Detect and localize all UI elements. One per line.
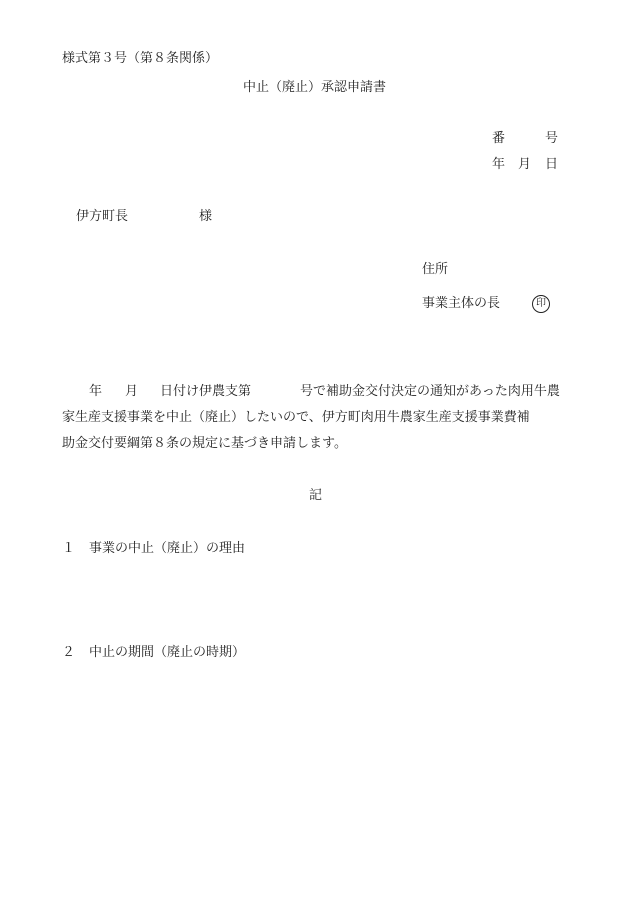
body-month: 月 bbox=[125, 384, 139, 399]
item2-number: ２ bbox=[62, 645, 76, 660]
item1-label: 事業の中止（廃止）の理由 bbox=[89, 541, 246, 556]
item1-number: １ bbox=[62, 541, 76, 556]
ki-heading: 記 bbox=[309, 488, 323, 503]
date-day-label: 日 bbox=[545, 157, 559, 172]
seal-mark: 印 bbox=[532, 295, 550, 313]
date-month-label: 月 bbox=[518, 157, 532, 172]
item2-label: 中止の期間（廃止の時期） bbox=[89, 645, 246, 660]
addressee: 伊方町長 bbox=[76, 209, 129, 224]
applicant-address-label: 住所 bbox=[422, 262, 449, 277]
body-year: 年 bbox=[89, 384, 103, 399]
body-date-reference: 日付け伊農支第 bbox=[160, 384, 252, 399]
document-number-label: 番 bbox=[492, 131, 506, 146]
representative-label: 事業主体の長 bbox=[422, 296, 501, 311]
body-line1-rest: 号で補助金交付決定の通知があった肉用牛農 bbox=[300, 384, 560, 399]
document-title: 中止（廃止）承認申請書 bbox=[243, 80, 387, 95]
form-number-label: 様式第３号（第８条関係） bbox=[62, 51, 219, 66]
date-year-label: 年 bbox=[492, 157, 506, 172]
document-number-suffix: 号 bbox=[545, 131, 559, 146]
body-line2: 家生産支援事業を中止（廃止）したいので、伊方町肉用牛農家生産支援事業費補 bbox=[62, 410, 530, 425]
addressee-honorific: 様 bbox=[199, 209, 213, 224]
body-line3: 助金交付要綱第８条の規定に基づき申請します。 bbox=[62, 436, 347, 451]
